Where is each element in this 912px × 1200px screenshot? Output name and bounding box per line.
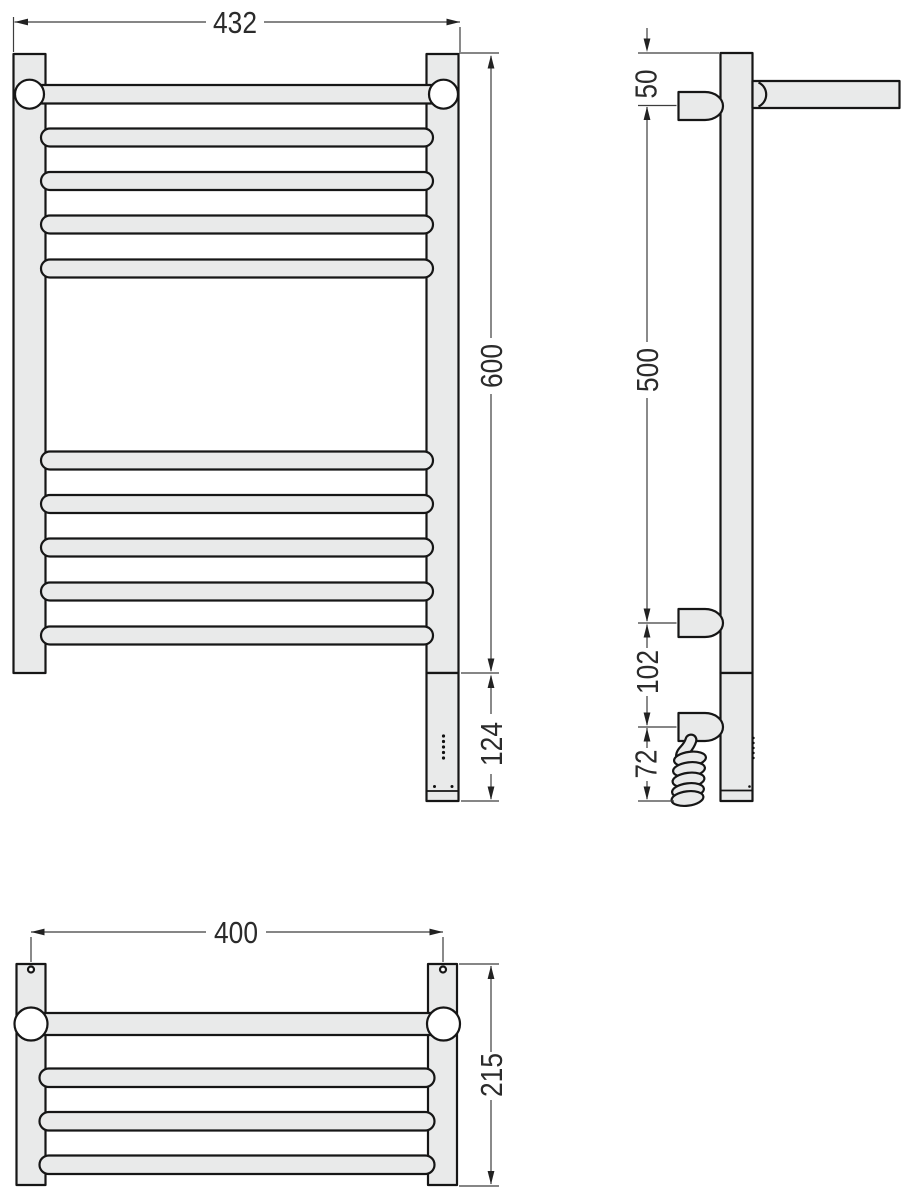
dimension-depth — [459, 964, 509, 1186]
arrowhead — [447, 19, 461, 26]
dimension-overall-width — [14, 5, 461, 52]
rung — [40, 1069, 435, 1088]
rung — [40, 1112, 435, 1131]
rung — [40, 1156, 435, 1175]
dimension-mounting-distance — [31, 915, 443, 962]
arrowhead — [15, 19, 29, 26]
arrowhead — [644, 107, 651, 121]
dimension-rail-height — [459, 53, 509, 673]
rung — [41, 216, 433, 234]
arrowhead — [644, 787, 651, 801]
arrowhead — [644, 728, 651, 742]
arrowhead — [488, 675, 495, 689]
dim-label-bracket-span: 500 — [630, 340, 665, 392]
mount-hole-right — [440, 967, 446, 973]
rung — [41, 260, 433, 278]
rung — [41, 627, 433, 645]
side-dimension-chain — [629, 28, 720, 801]
dim-label-top-offset: 50 — [628, 64, 664, 99]
arrowhead — [644, 609, 651, 623]
rung — [41, 452, 433, 470]
wall-bracket-bottom — [679, 713, 724, 741]
dim-label-heater-height: 124 — [474, 714, 509, 766]
front-rungs-upper — [41, 129, 433, 278]
rung — [41, 583, 433, 601]
front-rungs-lower — [41, 452, 433, 645]
side-view — [629, 28, 900, 808]
shelf-union-left — [15, 80, 44, 109]
dim-label-bottom-offset: 72 — [628, 744, 664, 779]
plan-union-left — [15, 1008, 48, 1041]
dim-label-rail-height: 600 — [474, 336, 509, 388]
rung — [41, 129, 433, 147]
arrowhead — [644, 624, 651, 638]
mount-hole-left — [28, 967, 34, 973]
arrowhead — [488, 1171, 495, 1185]
shelf-rail — [30, 85, 444, 104]
plan-view — [15, 915, 510, 1186]
wall-bracket-middle — [679, 609, 724, 637]
front-right-post — [427, 54, 459, 673]
dim-label-depth: 215 — [474, 1045, 509, 1097]
shelf-union-right — [429, 80, 458, 109]
arrowhead — [31, 929, 45, 936]
side-heater-box — [721, 673, 753, 801]
front-left-post — [14, 54, 46, 673]
arrowhead — [488, 659, 495, 673]
arrowhead — [644, 713, 651, 727]
dim-label-lower-gap: 102 — [630, 642, 665, 694]
front-view — [14, 5, 510, 801]
arrowhead — [430, 929, 444, 936]
plan-shelf-rail — [31, 1013, 444, 1035]
wall-bracket-top — [679, 92, 724, 120]
plan-union-right — [427, 1008, 460, 1041]
arrowhead — [644, 39, 651, 53]
arrowhead — [488, 55, 495, 69]
rung — [41, 539, 433, 557]
side-post — [721, 53, 753, 673]
rung — [41, 495, 433, 513]
dim-label-mounting-distance: 400 — [214, 915, 258, 950]
power-cable-coil — [671, 740, 707, 808]
rung — [41, 172, 433, 190]
arrowhead — [488, 787, 495, 801]
dim-label-overall-width: 432 — [213, 5, 257, 40]
plan-rungs — [40, 1069, 435, 1175]
arrowhead — [488, 966, 495, 980]
side-shelf-rail — [753, 81, 900, 108]
dimension-heater-height — [461, 675, 509, 802]
